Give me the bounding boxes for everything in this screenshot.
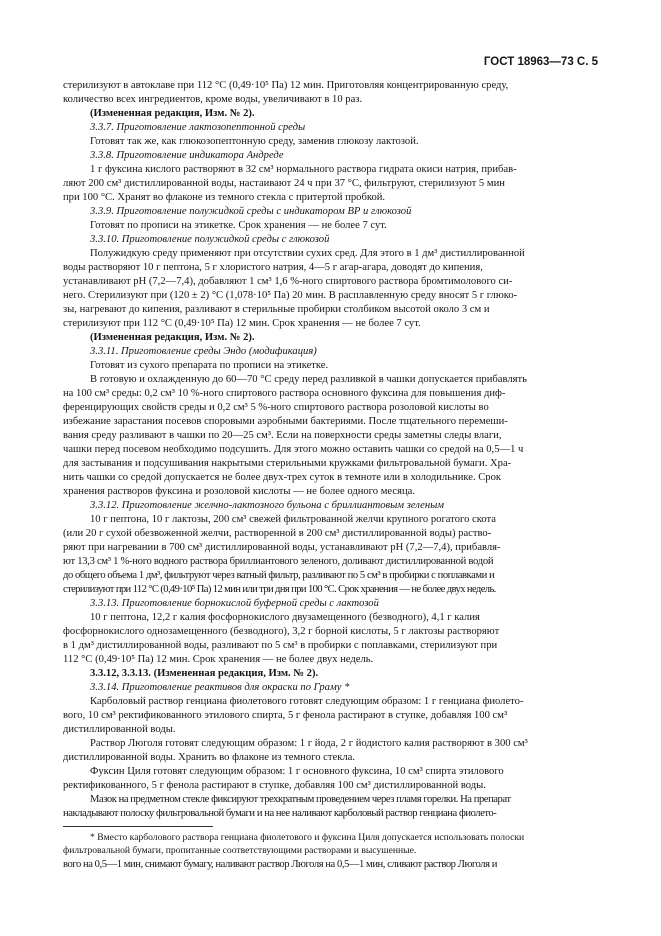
text-line: 112 °C (0,49·10⁵ Па) 12 мин. Срок хранения — не более двух недель. bbox=[63, 654, 374, 665]
section-heading: 3.3.14. Приготовление реактивов для окраски по Граму * bbox=[90, 682, 350, 693]
text-line: дистиллированной воды. bbox=[63, 724, 176, 735]
text-line: вого, 10 см³ ректификованного этилового спирта, 5 г фенола растирают в ступке, добавляя 100 см³ bbox=[63, 710, 508, 721]
text-line: зы, нагревают до кипения, разливают в стерильные пробирки столбиком высотой около 3 см и bbox=[63, 304, 490, 315]
text-line: устанавливают pH (7,2—7,4), добавляют 1 см³ 1,6 %-ного спиртового раствора бромтимолового си- bbox=[63, 276, 513, 287]
text-line: 10 г пептона, 10 г лактозы, 200 см³ свежей фильтрованной желчи крупного рогатого скота bbox=[90, 514, 496, 525]
text-line: избежание зарастания посевов споровыми аэробными бактериями. После тщательного перемеши- bbox=[63, 416, 508, 427]
section-heading: 3.3.7. Приготовление лактозопептонной среды bbox=[90, 122, 306, 133]
text-line: вого на 0,5—1 мин, снимают бумагу, наливают раствор Люголя на 0,5—1 мин, сливают раствор Люголя и bbox=[63, 859, 497, 870]
text-line: чашки перед посевом необходимо подсушить. Для этого можно оставить чашки со средой на 0,5—1 ч bbox=[63, 444, 524, 455]
amendment-note: 3.3.12, 3.3.13. (Измененная редакция, Изм. № 2). bbox=[90, 668, 319, 679]
text-line: вания среду разливают в чашки по 20—25 см³. Если на поверхности среды заметны следы влаги, bbox=[63, 430, 502, 441]
text-line: количество всех ингредиентов, кроме воды, увеличивают в 10 раз. bbox=[63, 94, 363, 105]
text-line: Мазок на предметном стекле фиксируют трехкратным проведением через пламя горелки. На препарат bbox=[90, 794, 511, 805]
page-header: ГОСТ 18963—73 С. 5 bbox=[483, 56, 598, 68]
text-line: Полужидкую среду применяют при отсутствии сухих сред. Для этого в 1 дм³ дистиллированной bbox=[90, 248, 525, 259]
text-line: 10 г пептона, 12,2 г калия фосфорнокислого двузамещенного (безводного), 4,1 г калия bbox=[90, 612, 480, 623]
text-line: воды растворяют 10 г пептона, 5 г хлористого натрия, 4—5 г агар-агара, доводят до кипения, bbox=[63, 262, 483, 273]
text-line: него. Стерилизуют при (120 ± 2) °C (1,078·10⁵ Па) 20 мин. В расплавленную среду вносят 5 г глюко- bbox=[63, 290, 518, 301]
text-line: (или 20 г сухой обезвоженной желчи, растворенной в 200 см³ дистиллированной воды) раство- bbox=[63, 528, 492, 539]
text-line: Карболовый раствор генциана фиолетового готовят следующим образом: 1 г генциана фиолето- bbox=[90, 696, 524, 707]
text-line: ректификованного, 5 г фенола растирают в ступке, добавляя 100 см³ дистиллированной воды. bbox=[63, 780, 486, 791]
section-heading: 3.3.12. Приготовление желчно-лактозного бульона с бриллиантовым зеленым bbox=[90, 500, 445, 511]
section-heading: 3.3.9. Приготовление полужидкой среды с индикатором ВР и глюкозой bbox=[90, 206, 412, 217]
text-line: стерилизуют при 112 °C (0,49·10⁵ Па) 12 мин. Срок хранения — не более 7 сут. bbox=[63, 318, 421, 329]
text-line: Фуксин Циля готовят следующим образом: 1 г основного фуксина, 10 см³ спирта этилового bbox=[90, 766, 504, 777]
section-heading: 3.3.13. Приготовление борнокислой буферной среды с лактозой bbox=[90, 598, 379, 609]
text-line: Готовят так же, как глюкозопептонную среду, заменив глюкозу лактозой. bbox=[90, 136, 419, 147]
text-line: дистиллированной воды. Хранить во флаконе из темного стекла. bbox=[63, 752, 355, 763]
text-line: в 1 дм³ дистиллированной воды, разливают по 5 см³ в пробирки с поплавками, стерилизуют при bbox=[63, 640, 498, 651]
text-line: Готовят из сухого препарата по прописи на этикетке. bbox=[90, 360, 329, 371]
text-line: накладывают полоску фильтровальной бумаги и на нее наливают карболовый раствор генциана фиолето- bbox=[63, 808, 497, 819]
text-line: 1 г фуксина кислого растворяют в 32 см³ нормального раствора гидрата окиси натрия, прибав- bbox=[90, 164, 517, 175]
text-line: фосфорнокислого однозамещенного (безводного), 3,2 г борной кислоты, 5 г лактозы растворяют bbox=[63, 626, 500, 637]
text-line: хранения растворов фуксина и розоловой кислоты — не более одного месяца. bbox=[63, 486, 415, 497]
text-line: до общего объема 1 дм³, фильтруют через ватный фильтр, разливают по 5 см³ в пробирки с поплавками и bbox=[63, 570, 495, 581]
section-heading: 3.3.10. Приготовление полужидкой среды с глюкозой bbox=[90, 234, 330, 245]
text-line: стерилизуют в автоклаве при 112 °C (0,49·10⁵ Па) 12 мин. Приготовляя концентрированную среду, bbox=[63, 80, 509, 91]
text-line: Раствор Люголя готовят следующим образом: 1 г йода, 2 г йодистого калия растворяют в 300 см³ bbox=[90, 738, 528, 749]
text-line: ференцирующих свойств среды и 0,2 см³ 5 %-ного спиртового раствора розоловой кислоты во bbox=[63, 402, 489, 413]
text-line: ют 13,3 см³ 1 %-ного водного раствора бриллиантового зеленого, доливают дистиллированной водой bbox=[63, 556, 494, 567]
section-heading: 3.3.11. Приготовление среды Эндо (модификация) bbox=[90, 346, 317, 357]
amendment-note: (Измененная редакция, Изм. № 2). bbox=[90, 332, 255, 343]
amendment-note: (Измененная редакция, Изм. № 2). bbox=[90, 108, 255, 119]
text-line: для застывания и подсушивания накрытыми стерильными кружками фильтровальной бумаги. Хра- bbox=[63, 458, 512, 469]
footnote-text: * Вместо карболового раствора генциана фиолетового и фуксина Циля допускается использовать полоски bbox=[90, 832, 525, 843]
section-heading: 3.3.8. Приготовление индикатора Андреде bbox=[90, 150, 284, 161]
text-line: на 100 см³ среды: 0,2 см³ 10 %-ного спиртового раствора основного фуксина для повышения диф- bbox=[63, 388, 506, 399]
text-line: В готовую и охлажденную до 60—70 °C среду перед разливкой в чашки допускается прибавлять bbox=[90, 374, 527, 385]
text-line: ляют 200 см³ дистиллированной воды, настаивают 24 ч при 37 °C, фильтруют, стерилизуют 5 мин bbox=[63, 178, 505, 189]
text-line: при 100 °C. Хранят во флаконе из темного стекла с притертой пробкой. bbox=[63, 192, 386, 203]
text-line: стерилизуют при 112 °C (0,49·10⁵ Па) 12 мин или три дня при 100 °C. Срок хранения — не более двух недель. bbox=[63, 584, 496, 595]
text-line: ряют при нагревании в 700 см³ дистиллированной воды, устанавливают pH (7,2—7,4), прибавля- bbox=[63, 542, 501, 553]
footnote-text: фильтровальной бумаги, пропитанные соответствующими растворами и высушенные. bbox=[63, 845, 417, 856]
text-line: Готовят по прописи на этикетке. Срок хранения — не более 7 сут. bbox=[90, 220, 387, 231]
footnote-rule bbox=[63, 826, 213, 827]
text-line: нить чашки со средой допускается не более двух-трех суток в темноте или в холодильнике. Срок bbox=[63, 472, 502, 483]
